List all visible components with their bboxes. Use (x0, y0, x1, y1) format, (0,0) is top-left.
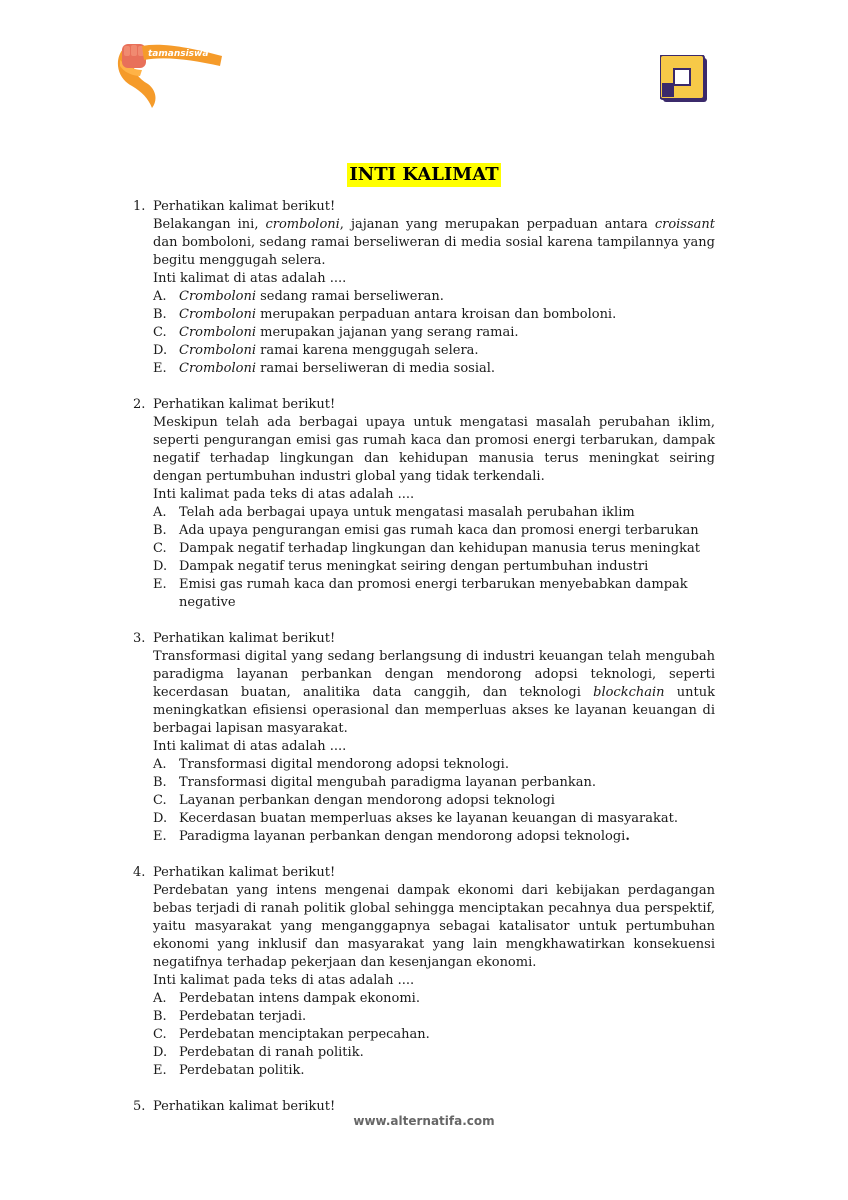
question-number: 5. (133, 1099, 146, 1114)
option-text: Kecerdasan buatan memperluas akses ke layanan keuangan di masyarakat. (179, 811, 679, 826)
option-item (153, 324, 715, 342)
question-prompt: Perhatikan kalimat berikut! (153, 865, 336, 880)
option-item (153, 1026, 715, 1044)
option-item (153, 828, 715, 846)
option-text: Perdebatan menciptakan perpecahan. (179, 1027, 430, 1042)
question-number: 4. (133, 865, 146, 880)
option-letter: D. (153, 559, 168, 574)
option-item (153, 756, 715, 774)
footer-url: www.alternatifa.com (353, 1114, 495, 1128)
option-letter: C. (153, 541, 167, 556)
option-text: Cromboloni merupakan perpaduan antara kroisan dan bomboloni. (179, 307, 617, 322)
option-text: Perdebatan terjadi. (179, 1009, 307, 1024)
option-letter: E. (153, 361, 167, 376)
option-letter: D. (153, 1045, 168, 1060)
option-letter: E. (153, 1063, 167, 1078)
option-letter: C. (153, 325, 167, 340)
option-list (153, 504, 715, 612)
option-text: Telah ada berbagai upaya untuk mengatasi masalah perubahan iklim (179, 505, 635, 520)
question-number: 2. (133, 397, 146, 412)
alternatifa-logo (660, 55, 710, 105)
question-item (133, 198, 715, 378)
question-stem: Inti kalimat di atas adalah .... (153, 739, 347, 754)
option-text: Dampak negatif terhadap lingkungan dan kehidupan manusia terus meningkat (179, 541, 700, 556)
question-prompt: Perhatikan kalimat berikut! (153, 631, 336, 646)
option-text: Cromboloni ramai karena menggugah selera. (179, 343, 479, 358)
option-letter: A. (153, 289, 167, 304)
option-item (153, 774, 715, 792)
option-item (153, 540, 715, 558)
option-item (153, 810, 715, 828)
option-text: Paradigma layanan perbankan dengan mendorong adopsi teknologi. (179, 829, 630, 844)
option-text: Dampak negatif terus meningkat seiring dengan pertumbuhan industri (179, 559, 649, 574)
question-prompt: Perhatikan kalimat berikut! (153, 397, 336, 412)
option-letter: B. (153, 1009, 167, 1024)
option-text: Perdebatan intens dampak ekonomi. (179, 991, 420, 1006)
option-item (153, 288, 715, 306)
option-letter: A. (153, 505, 167, 520)
question-number: 1. (133, 199, 146, 214)
option-text: Perdebatan di ranah politik. (179, 1045, 364, 1060)
option-letter: E. (153, 577, 167, 592)
option-text: Layanan perbankan dengan mendorong adopsi teknologi (179, 793, 555, 808)
option-list (153, 756, 715, 846)
option-list (153, 990, 715, 1080)
option-letter: B. (153, 523, 167, 538)
page-title: INTI KALIMAT (349, 164, 499, 185)
option-item (153, 558, 715, 576)
question-list (133, 198, 715, 1134)
option-item (153, 342, 715, 360)
option-item (153, 522, 715, 540)
question-passage: Belakangan ini, cromboloni, jajanan yang merupakan perpaduan antara croissant dan bomboloni, sedang ramai berseliweran di media sosial karena tampilannya yang begitu menggugah selera. (153, 217, 715, 268)
option-list (153, 288, 715, 378)
option-text: Cromboloni ramai berseliweran di media sosial. (179, 361, 496, 376)
option-text: Emisi gas rumah kaca dan promosi energi terbarukan menyebabkan dampak negative (179, 577, 688, 610)
option-letter: C. (153, 793, 167, 808)
question-passage: Perdebatan yang intens mengenai dampak ekonomi dari kebijakan perdagangan bebas terjadi di ranah politik global sehingga menciptakan pecahnya dua perspektif, yaitu masyarakat yang menganggapnya sebagai katalisator untuk pertumbuhan ekonomi yang inklusif dan masyarakat yang lain mengkhawatirkan konsekuensi negatifnya terhadap pekerjaan dan kesenjangan ekonomi. (153, 883, 715, 970)
question-stem: Inti kalimat di atas adalah .... (153, 271, 347, 286)
option-item (153, 1062, 715, 1080)
option-item (153, 576, 715, 612)
option-letter: D. (153, 343, 168, 358)
option-text: Cromboloni merupakan jajanan yang serang ramai. (179, 325, 519, 340)
option-letter: E. (153, 829, 167, 844)
option-text: Transformasi digital mengubah paradigma layanan perbankan. (179, 775, 596, 790)
question-number: 3. (133, 631, 146, 646)
question-passage: Transformasi digital yang sedang berlangsung di industri keuangan telah mengubah paradigma layanan perbankan dengan mendorong adopsi teknologi, seperti kecerdasan buatan, analitika data canggih, dan teknologi blockchain untuk meningkatkan efisiensi operasional dan memperluas akses ke layanan keuangan di berbagai lapisan masyarakat. (153, 649, 715, 736)
question-item (133, 630, 715, 846)
question-item (133, 396, 715, 612)
option-letter: B. (153, 307, 167, 322)
option-text: Transformasi digital mendorong adopsi teknologi. (179, 757, 509, 772)
question-passage: Meskipun telah ada berbagai upaya untuk mengatasi masalah perubahan iklim, seperti pengurangan emisi gas rumah kaca dan promosi energi terbarukan, dampak negatif terhadap lingkungan dan kehidupan manusia terus meningkat seiring dengan pertumbuhan industri global yang tidak terkendali. (153, 415, 715, 484)
option-letter: A. (153, 757, 167, 772)
question-prompt: Perhatikan kalimat berikut! (153, 199, 336, 214)
option-item (153, 360, 715, 378)
option-item (153, 792, 715, 810)
option-item (153, 1008, 715, 1026)
option-item (153, 504, 715, 522)
option-letter: C. (153, 1027, 167, 1042)
question-stem: Inti kalimat pada teks di atas adalah .... (153, 487, 415, 502)
option-item (153, 990, 715, 1008)
option-text: Ada upaya pengurangan emisi gas rumah kaca dan promosi energi terbarukan (179, 523, 699, 538)
option-item (153, 1044, 715, 1062)
option-letter: A. (153, 991, 167, 1006)
question-prompt: Perhatikan kalimat berikut! (153, 1099, 336, 1114)
option-text: Perdebatan politik. (179, 1063, 305, 1078)
option-text: Cromboloni sedang ramai berseliweran. (179, 289, 444, 304)
tamansiswa-logo-text: tamansiswa (148, 49, 209, 59)
question-item (133, 864, 715, 1080)
option-letter: D. (153, 811, 168, 826)
option-item (153, 306, 715, 324)
question-stem: Inti kalimat pada teks di atas adalah .... (153, 973, 415, 988)
tamansiswa-logo (112, 40, 227, 112)
option-letter: B. (153, 775, 167, 790)
